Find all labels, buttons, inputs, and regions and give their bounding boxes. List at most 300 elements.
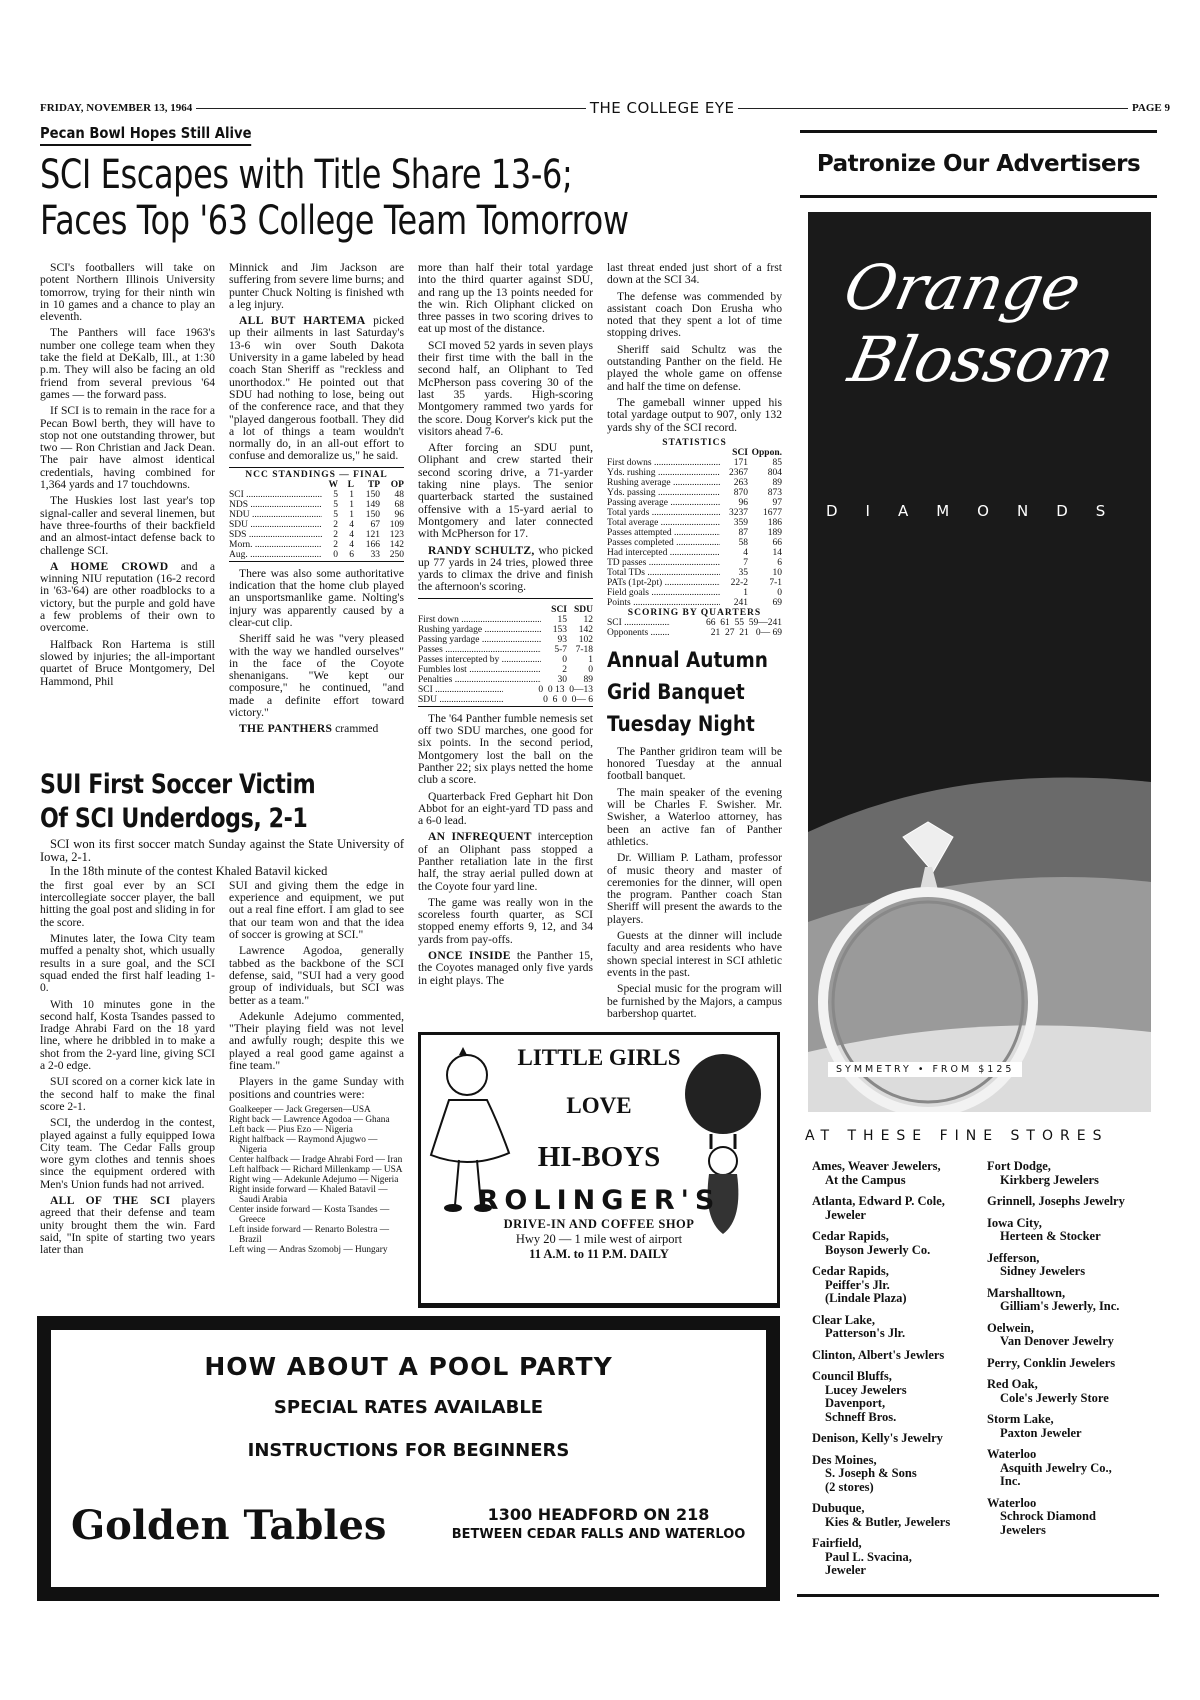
paragraph-text: interception of an Oliphant pass stopped a Panther retaliation late in the first half, the stray aerial pulled down at the Coyote four yard line. (418, 830, 593, 893)
football-headline (40, 152, 790, 244)
cell-value: 1 (349, 499, 354, 510)
store-city: Atlanta, Edward P. Cole, (812, 1194, 945, 1208)
paragraph: SCI's footballers will take on potent Northern Illinois University tomorrow, trying for their ninth win in 10 games and a chance to play an eleventh. (40, 261, 215, 324)
row-label: Points ..... (607, 598, 720, 608)
kicker: Pecan Bowl Hopes Still Alive (40, 125, 252, 146)
table-row (607, 508, 782, 518)
golden-tables-ad (37, 1316, 780, 1601)
table-header (418, 605, 593, 615)
roster-entry: Left halfback — Richard Millenkamp — USA (229, 1164, 403, 1175)
cell-value: 12 (583, 614, 593, 625)
store-city: Marshalltown, (987, 1285, 1066, 1300)
page-number: PAGE 9 (1132, 102, 1171, 114)
table-row (229, 520, 404, 530)
row-label: Passes intercepted by ..... (418, 655, 541, 665)
column-header: OP (390, 479, 404, 490)
paragraph: If SCI is to remain in the race for a Pecan Bowl berth, they will have to stop not one outstanding thrower, but two — Ron Christian and Jack Dean. The pair have almost identical credentials, having combined for 1,364 yards and 17 touchdowns. (40, 404, 215, 492)
paragraph: The gameball winner upped his total yardage output to 907, only 132 yards shy of the SCI record. (607, 395, 782, 434)
store-city: Des Moines, (812, 1452, 877, 1467)
cell-value: 6 (349, 549, 354, 560)
store-city: Cedar Rapids, (812, 1264, 889, 1278)
store-city: Jefferson, (987, 1250, 1040, 1265)
table-row (418, 655, 593, 665)
paragraph: Players in the game Sunday with positions and countries were: (229, 1075, 404, 1101)
store-entry (987, 1287, 1162, 1314)
store-name: Gilliam's Jewerly, Inc. (1000, 1299, 1120, 1313)
row-label: Opponents ..... (607, 628, 670, 638)
paragraph (229, 315, 404, 463)
roster-entry: Goalkeeper — Jack Gregersen—USA (229, 1104, 371, 1115)
paragraph: the first goal ever by an SCI intercollegiate soccer player, the ball hitting the goal post and sliding in for the score. (40, 878, 215, 929)
cell-value: 30 (557, 674, 567, 685)
cell-value: 142 (389, 539, 404, 550)
ad-text (421, 1045, 777, 1262)
row-label: Passing average ..... (607, 498, 720, 508)
cell-value: 121 (365, 529, 380, 540)
store-name: Jeweler (825, 1207, 866, 1222)
store-entry (812, 1537, 987, 1578)
banquet-headline (607, 644, 782, 740)
row-label: Yds. rushing ..... (607, 468, 720, 478)
cell-value: 4 (349, 519, 354, 530)
store-name: Sidney Jewelers (1000, 1264, 1086, 1278)
paragraph-text: and a winning NIU reputation (16-2 record in '63-'64) are other roadblocks to a victory, but the purple and gold have a few problems of their own to overcome. (40, 559, 216, 635)
table-title: NCC STANDINGS — FINAL (245, 469, 388, 480)
football-column-1 (40, 262, 215, 692)
stores-heading: AT THESE FINE STORES (805, 1128, 1109, 1144)
cell-value: 149 (365, 499, 380, 510)
paragraph: The Panther gridiron team will be honored Tuesday at the annual football banquet. (607, 744, 782, 783)
row-label: First downs ..... (607, 458, 720, 468)
cell-value: 66 (772, 537, 782, 548)
column-header: SCI (551, 604, 567, 615)
row-label: Aug. ..... (229, 550, 322, 560)
cell-value: 33 (370, 549, 380, 560)
cell-value: 4 (349, 529, 354, 540)
store-city: Fort Dodge, (987, 1159, 1051, 1173)
store-name: Cole's Jewerly Store (1000, 1390, 1109, 1405)
store-entry (812, 1370, 987, 1424)
table-header (607, 448, 782, 458)
cell-value: 6 (777, 557, 782, 568)
store-city: Clear Lake, (812, 1312, 875, 1327)
cell-value: 1 (349, 509, 354, 520)
row-label: Fumbles lost ..... (418, 665, 541, 675)
paragraph: Adekunle Adejumo commented, "Their playing field was not level and awfully rough; despite this we played a real good game against a fine team." (229, 1009, 404, 1073)
cell-value: 359 (733, 517, 748, 528)
paragraph: With 10 minutes gone in the second half, Kosta Tsandes passed to Iradge Ahrabi Fard on the 18 yard line, where he dribbled in to make a shot from the 2-yard line, giving SCI a 2-0 edge. (40, 997, 215, 1073)
cell-value: 21 27 21 0— 69 (710, 627, 782, 638)
cell-value: 15 (557, 614, 567, 625)
table-row (418, 645, 593, 655)
cell-value: 109 (389, 519, 404, 530)
paragraph: The Huskies lost last year's top signal-caller and several linemen, but have three-fourths of their backfield and an almost-intact defense back to challenge SCI. (40, 494, 215, 557)
store-entry (987, 1448, 1162, 1489)
row-label: Penalties ..... (418, 675, 541, 685)
roster-entry: Left wing — Andras Szomobj — Hungary (229, 1244, 388, 1255)
cell-value: 0 (562, 654, 567, 665)
cell-value: 0 6 0 0— 6 (543, 694, 593, 705)
cell-value: 96 (394, 509, 404, 520)
paragraph: Dr. William P. Latham, professor of music theory and master of ceremonies for the dinner, will open the program. Panther coach Stan Sheriff will present the awards to the players. (607, 851, 782, 926)
ad-line: HOW ABOUT A POOL PARTY (204, 1352, 613, 1381)
soccer-column-2 (229, 880, 404, 1261)
cell-value: 4 (743, 547, 748, 558)
headline-line: Tuesday Night (607, 711, 755, 736)
table-row (607, 478, 782, 488)
diamond-ring-illustration-icon (808, 632, 1151, 1112)
row-label: Total yards ..... (607, 508, 720, 518)
store-name: Van Denover Jewelry (1000, 1334, 1114, 1348)
cell-value: 48 (394, 489, 404, 500)
paragraph: Guests at the dinner will include faculty and area residents who have shown special interest in SCI athletic events in the past. (607, 929, 782, 979)
table-row (607, 578, 782, 588)
store-city: Fairfield, (812, 1536, 862, 1550)
cell-value: 873 (767, 487, 782, 498)
paragraph (229, 723, 404, 735)
cell-value: 58 (738, 537, 748, 548)
cell-value: 7-1 (769, 577, 782, 588)
cell-value: 68 (394, 499, 404, 510)
cell-value: 171 (733, 457, 748, 468)
patronize-banner: Patronize Our Advertisers (800, 130, 1157, 198)
cell-value: 10 (772, 567, 782, 578)
season-stats-table (607, 438, 782, 638)
cell-value: 5 (333, 489, 338, 500)
store-name: Schneff Bros. (825, 1409, 897, 1424)
cell-value: 3237 (729, 507, 748, 518)
cell-value: 0 (777, 587, 782, 598)
store-entry (812, 1265, 987, 1306)
run-in-lead: ALL BUT HARTEMA (239, 314, 366, 328)
table-row (229, 510, 404, 520)
store-entry (987, 1160, 1162, 1187)
row-label: PATs (1pt-2pt) ..... (607, 578, 720, 588)
business-name: ROLINGER'S (477, 1185, 721, 1216)
store-name: Schrock Diamond (1000, 1509, 1096, 1523)
column-header: TP (367, 479, 380, 490)
row-label: Passes completed ..... (607, 538, 720, 548)
cell-value: 2 (333, 519, 338, 530)
store-entry (812, 1349, 987, 1363)
store-name: Paul L. Svacina, (825, 1549, 912, 1564)
store-name: Herteen & Stocker (1000, 1229, 1101, 1243)
headline-line: Of SCI Underdogs, 2-1 (40, 803, 308, 834)
cell-value: 66 61 55 59—241 (706, 617, 782, 628)
table-title: STATISTICS (662, 437, 727, 448)
cell-value: 263 (733, 477, 748, 488)
row-label: Rushing yardage ..... (418, 625, 541, 635)
row-label: First down ..... (418, 615, 541, 625)
roster-entry: Right wing — Adekunle Adejumo — Nigeria (229, 1174, 399, 1185)
cell-value: 87 (738, 527, 748, 538)
paragraph: SCI moved 52 yards in seven plays their first time with the ball in the second half, an Oliphant to Ted McPherson pass covering 30 of the last 35 yards. High-scoring Montgomery rammed two yards for the score. Doug Korver's kick put the visitors ahead 7-6. (418, 338, 593, 438)
table-row (229, 550, 404, 560)
roster-entry: Left back — Pius Ezo — Nigeria (229, 1124, 353, 1135)
cell-value: 2 (562, 664, 567, 675)
table-title: SCORING BY QUARTERS (627, 607, 762, 618)
row-label: SCI ..... (418, 685, 503, 695)
store-name: Inc. (1000, 1474, 1021, 1488)
store-city: Iowa City, (987, 1215, 1042, 1230)
paragraph: The main speaker of the evening will be Charles F. Swisher. Mr. Swisher, a Waterloo attorney, has been an active fan of Panther athletics. (607, 785, 782, 848)
store-name: Paxton Jeweler (1000, 1425, 1082, 1440)
ad-line: LOVE (566, 1093, 632, 1118)
paragraph-text: players agreed that their defense and team unity brought them the win. Fard said, "In spite of starting two years later than (40, 1194, 215, 1257)
row-label: Morn. ..... (229, 540, 322, 550)
table-row (418, 675, 593, 685)
headline-line: Faces Top '63 College Team Tomorrow (40, 198, 629, 244)
store-name: Kies & Butler, Jewelers (825, 1514, 951, 1529)
paragraph: Sheriff said he was "very pleased with the way we handled ourselves" in the face of the Coyote shenanigans. "We kept our composure," he continued, "and made a definite effort toward victory." (229, 632, 404, 720)
table-row (229, 530, 404, 540)
row-label: SDU ..... (229, 520, 322, 530)
roster-entry: Right inside forward — Khaled Batavil — Saudi Arabia (229, 1184, 388, 1205)
cell-value: 96 (738, 497, 748, 508)
roster-list (229, 1105, 404, 1255)
cell-value: 102 (578, 634, 593, 645)
cell-value: 67 (370, 519, 380, 530)
row-label: Field goals ..... (607, 588, 720, 598)
headline-line: Grid Banquet (607, 679, 745, 704)
table-row (229, 490, 404, 500)
store-name: Patterson's Jlr. (825, 1326, 906, 1340)
row-label: Passes attempted ..... (607, 528, 720, 538)
row-label: TD passes ..... (607, 558, 720, 568)
row-label: SDU ..... (418, 695, 503, 705)
logo-line: Blossom (842, 323, 1121, 396)
cell-value: 870 (733, 487, 748, 498)
store-name: Davenport, (825, 1396, 886, 1410)
paragraph-text: crammed (332, 722, 379, 736)
store-city: Dubuque, (812, 1501, 865, 1515)
cell-value: 2 (333, 529, 338, 540)
ad-line: LITTLE GIRLS (517, 1045, 681, 1070)
orange-blossom-ad (808, 212, 1151, 1112)
run-in-lead: ALL OF THE SCI (50, 1194, 171, 1208)
store-name: Peiffer's Jlr. (825, 1277, 890, 1292)
cell-value: 14 (772, 547, 782, 558)
store-entry (987, 1413, 1162, 1440)
store-city: Council Bluffs, (812, 1369, 892, 1383)
ad-line: INSTRUCTIONS FOR BEGINNERS (247, 1440, 570, 1461)
store-entry (987, 1252, 1162, 1279)
paragraph (40, 561, 215, 635)
paragraph: Quarterback Fred Gephart hit Don Abbot for an eight-yard TD pass and a 6-0 lead. (418, 789, 593, 828)
store-entry (812, 1314, 987, 1341)
store-city: Denison, Kelly's Jewelry (812, 1431, 943, 1445)
cell-value: 22-2 (730, 577, 748, 588)
store-entry (812, 1195, 987, 1222)
paragraph: In the 18th minute of the contest Khaled Batavil kicked (50, 863, 328, 878)
store-entry (987, 1497, 1162, 1538)
ncc-standings-table (229, 467, 404, 562)
rolingers-ad (418, 1032, 780, 1308)
store-name: Jewelers (1000, 1522, 1046, 1537)
cell-value: 2 (333, 539, 338, 550)
cell-value: 1677 (763, 507, 782, 518)
store-entry (812, 1432, 987, 1446)
cell-value: 123 (389, 529, 404, 540)
store-city: Ames, Weaver Jewelers, (812, 1159, 941, 1173)
run-in-lead: AN INFREQUENT (428, 830, 532, 844)
row-label: Total average ..... (607, 518, 720, 528)
soccer-story (40, 768, 404, 1261)
row-label: Yds. passing ..... (607, 488, 720, 498)
paragraph: Minutes later, the Iowa City team muffed a penalty shot, which usually results in a sure goal, and the SCI squad ended the first half leading 1-0. (40, 932, 215, 995)
football-column-4 (607, 262, 782, 1024)
store-city: Red Oak, (987, 1377, 1038, 1391)
ad-line: DRIVE-IN AND COFFEE SHOP (503, 1217, 695, 1231)
paragraph: Sheriff said Schultz was the outstanding Panther on the field. He played the whole game on offense and half the time on defense. (607, 342, 782, 393)
ad-address-block (436, 1505, 761, 1545)
store-entry (812, 1160, 987, 1187)
cell-value: 69 (772, 597, 782, 608)
cell-value: 1 (588, 654, 593, 665)
paragraph-text: picked up their ailments in last Saturday's 13-6 win over South Dakota University in a game labeled by head coach Stan Sheriff as "reckless and unorthodox." He pointed out that SDU had nothing to lose, being out of the conference race, and that they "played dangerous football. They did a lot of things a team wouldn't normally do, in an all-out effort to confuse and demoralize us," he said. (229, 314, 404, 463)
paragraph: SUI and giving them the edge in experience and equipment, we put out a real fine effort. I am glad to see that our team won and that the idea of soccer is growing at SCI." (229, 878, 404, 942)
headline-line: Annual Autumn (607, 647, 768, 672)
business-name: Golden Tables (71, 1502, 387, 1549)
table-row (607, 468, 782, 478)
table-row (607, 598, 782, 608)
table-row (229, 500, 404, 510)
store-city: Grinnell, Josephs Jewelry (987, 1194, 1125, 1208)
table-row (607, 618, 782, 628)
store-column (987, 1160, 1162, 1586)
issue-date: FRIDAY, NOVEMBER 13, 1964 (40, 102, 193, 114)
table-row (607, 458, 782, 468)
roster-entry: Right halfback — Raymond Ajugwo — Nigeria (229, 1134, 378, 1155)
paragraph: more than half their total yardage into the third quarter against SDU, and rang up the 13 points needed for the win. Rich Oliphant clicked on three passes in two scoring drives to eat up most of the distance. (418, 261, 593, 336)
cell-value: 93 (557, 634, 567, 645)
paragraph: There was also some authoritative indication that the home club played an unsportsmanlike game. Nolting's injury was apparently caused by a clear-cut clip. (229, 566, 404, 629)
column-header: L (347, 479, 354, 490)
table-row (418, 695, 593, 705)
ad-address: Hwy 20 — 1 mile west of airport (515, 1232, 683, 1246)
paragraph (40, 1195, 215, 1256)
column-header: SDU (573, 604, 593, 615)
table-row (229, 540, 404, 550)
table-header (229, 480, 404, 490)
row-label: Rushing average ..... (607, 478, 720, 488)
roster-entry: Center halfback — Iradge Ahrabi Ford — Iran (229, 1154, 403, 1165)
table-row (607, 548, 782, 558)
cell-value: 0 0 13 0—13 (538, 684, 593, 695)
paragraph: Lawrence Agodoa, generally tabbed as the backbone of the SCI defense, said, "SUI had a very good group of individuals, but SCI was better as a team." (229, 944, 404, 1007)
cell-value: 5 (333, 509, 338, 520)
store-city: Waterloo (987, 1495, 1037, 1510)
cell-value: 1 (349, 489, 354, 500)
row-label: Passing yardage ..... (418, 635, 541, 645)
cell-value: 150 (365, 489, 380, 500)
table-row (607, 518, 782, 528)
game-stats-table (418, 598, 593, 707)
masthead (40, 100, 1170, 116)
paragraph-text: who picked up 77 yards in 24 tries, plowed three yards to climax the drive and finish the afternoon's scoring. (418, 543, 593, 594)
store-city: Waterloo (987, 1447, 1037, 1461)
divider (738, 108, 1128, 109)
run-in-lead: ONCE INSIDE (428, 949, 511, 963)
store-city: Perry, Conklin Jewelers (987, 1355, 1116, 1370)
row-label: Total TDs ..... (607, 568, 720, 578)
run-in-lead: A HOME CROWD (50, 559, 169, 573)
store-city: Clinton, Albert's Jewlers (812, 1347, 945, 1362)
store-name: Kirkberg Jewelers (1000, 1172, 1099, 1187)
store-entry (987, 1217, 1162, 1244)
store-entry (812, 1502, 987, 1529)
table-row (607, 628, 782, 638)
table-row (607, 488, 782, 498)
soccer-lead (40, 838, 404, 878)
headline-line: SUI First Soccer Victim (40, 769, 316, 800)
price-tagline: SYMMETRY • FROM $125 (828, 1062, 1022, 1077)
cell-value: 804 (767, 467, 782, 478)
paragraph: Special music for the program will be furnished by the Majors, a campus barbershop quartet. (607, 982, 782, 1020)
cell-value: 89 (583, 674, 593, 685)
cell-value: 0 (588, 664, 593, 675)
paragraph: last threat ended just short of a frst down at the SCI 34. (607, 261, 782, 287)
store-city: Storm Lake, (987, 1412, 1054, 1426)
row-label: SCI ..... (607, 618, 670, 628)
run-in-lead: RANDY SCHULTZ, (428, 543, 535, 557)
paragraph: The Panthers will face 1963's number one college team when they take the field at DeKalb, Ill., at 1:30 p.m. They will also be facing an old friend from several previous '64 games — the forward pass. (40, 326, 215, 401)
paragraph: SCI won its first soccer match Sunday against the State University of Iowa, 2-1. (40, 837, 404, 865)
divider (797, 1594, 1159, 1597)
soccer-columns (40, 880, 404, 1261)
cell-value: 1 (743, 587, 748, 598)
cell-value: 2367 (729, 467, 748, 478)
diamonds-label: DIAMONDS (826, 502, 1134, 520)
cell-value: 7 (743, 557, 748, 568)
column-header: W (328, 479, 338, 490)
cell-value: 5 (333, 499, 338, 510)
ad-hours: 11 A.M. to 11 P.M. DAILY (529, 1247, 669, 1261)
store-entry (812, 1230, 987, 1257)
paragraph: Halfback Ron Hartema is still slowed by injuries; the all-important quartet of Bruce Montgomery, Del Hammond, Phil (40, 637, 215, 688)
ad-line: BETWEEN CEDAR FALLS AND WATERLOO (451, 1527, 746, 1542)
paragraph-text: the Panther 15, the Coyotes managed only five yards in eight plays. The (418, 949, 593, 987)
store-name: Lucey Jewelers (825, 1382, 907, 1397)
paragraph: Minnick and Jim Jackson are suffering from severe lime burns; and punter Chuck Nolting is finished wth a leg injury. (229, 261, 404, 311)
table-row (607, 498, 782, 508)
store-name: Boyson Jewerly Co. (825, 1242, 931, 1257)
store-entry (987, 1357, 1162, 1371)
cell-value: 241 (733, 597, 748, 608)
table-row (418, 615, 593, 625)
cell-value: 142 (578, 624, 593, 635)
store-entry (987, 1322, 1162, 1349)
table-row (607, 588, 782, 598)
soccer-column-1 (40, 880, 215, 1261)
cell-value: 35 (738, 567, 748, 578)
store-column (812, 1160, 987, 1586)
row-label: SDS ..... (229, 530, 322, 540)
roster-entry: Center inside forward — Kosta Tsandes — Greece (229, 1204, 390, 1225)
football-column-3 (418, 262, 593, 991)
paragraph: The defense was commended by assistant coach Don Erusha who noted that they spent a lot of time stopping drives. (607, 289, 782, 340)
store-name: Jeweler (825, 1563, 866, 1577)
paragraph: SUI scored on a corner kick late in the second half to make the final score 2-1. (40, 1075, 215, 1113)
ad-line: SPECIAL RATES AVAILABLE (273, 1397, 544, 1418)
store-name: At the Campus (825, 1172, 906, 1187)
store-city: Cedar Rapids, (812, 1229, 889, 1243)
paragraph (418, 545, 593, 594)
script-logo (823, 252, 1136, 396)
store-name: S. Joseph & Sons (825, 1466, 917, 1480)
cell-value: 166 (365, 539, 380, 550)
paragraph (418, 831, 593, 892)
